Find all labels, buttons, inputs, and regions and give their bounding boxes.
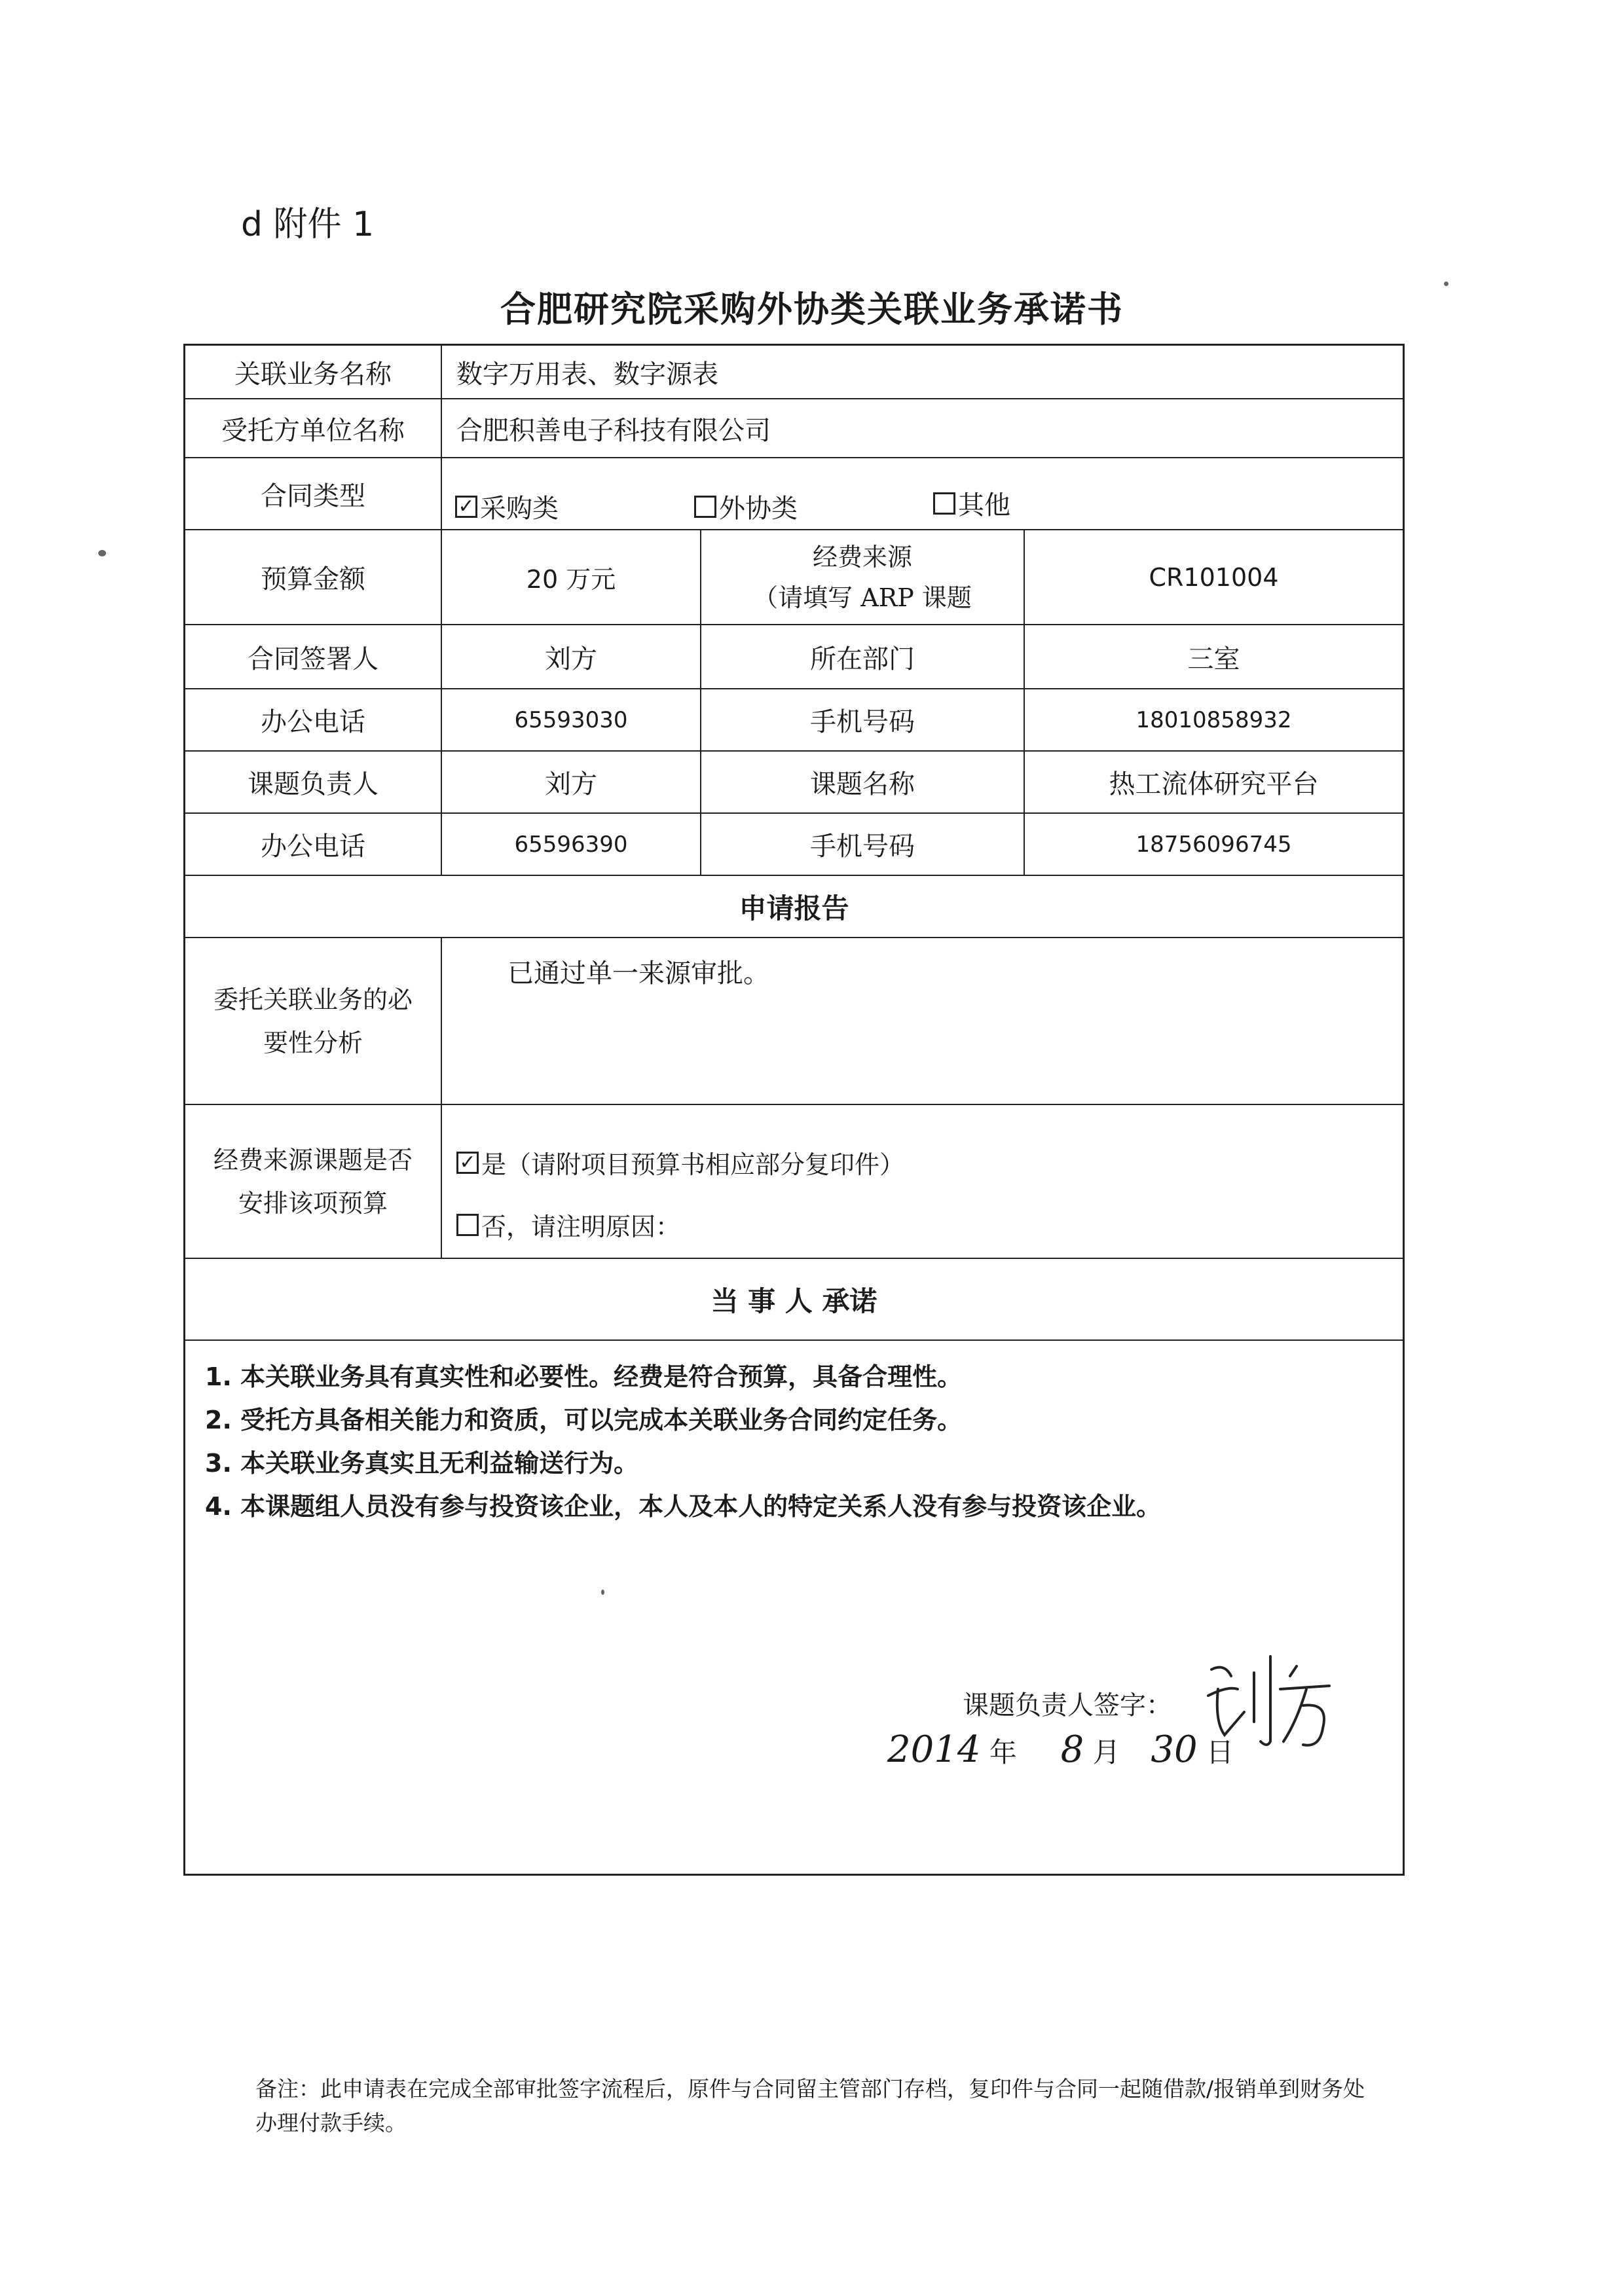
signature-date	[887, 1728, 1234, 1771]
department-value: 三室	[1187, 644, 1240, 674]
commitment-body	[185, 1341, 1403, 1874]
signature-label: 课题负责人签字：	[963, 1690, 1172, 1721]
commitment-item: 1. 本关联业务具有真实性和必要性。经费是符合预算，具备合理性。	[205, 1362, 963, 1391]
unchecked-checkbox-icon[interactable]	[933, 492, 955, 515]
report-header-row	[185, 876, 1403, 938]
entrusted-unit-label: 受托方单位名称	[185, 399, 442, 457]
business-name-row	[185, 346, 1403, 399]
scan-speck	[98, 550, 106, 556]
office-phone-row-1	[185, 689, 1403, 752]
scan-speck	[601, 1590, 604, 1595]
necessity-text: 已通过单一来源审批。	[507, 958, 769, 989]
funding-source-label-line2: （请填写 ARP 课题	[753, 583, 972, 612]
signer-label: 合同签署人	[185, 625, 442, 688]
report-header: 申请报告	[739, 892, 849, 924]
option-yes-label: 是（请附项目预算书相应部分复印件）	[481, 1150, 905, 1179]
principal-investigator-label: 课题负责人	[185, 752, 442, 812]
option-label: 其他	[958, 490, 1010, 520]
mobile-value: 18756096745	[1135, 831, 1292, 858]
contract-type-option-other[interactable]	[933, 484, 1010, 522]
date-day: 30	[1151, 1728, 1198, 1771]
date-year: 2014	[887, 1728, 981, 1771]
contract-type-label: 合同类型	[185, 458, 442, 529]
unchecked-checkbox-icon[interactable]	[694, 496, 716, 518]
commitment-header-row	[185, 1259, 1403, 1341]
checked-checkbox-icon[interactable]: ✓	[455, 496, 477, 518]
commitment-list	[205, 1355, 1390, 1528]
signer-row	[185, 625, 1403, 689]
commitment-item: 2. 受托方具备相关能力和资质，可以完成本关联业务合同约定任务。	[205, 1406, 963, 1434]
option-yes[interactable]	[456, 1144, 904, 1180]
office-phone-label: 办公电话	[185, 689, 442, 750]
mobile-label: 手机号码	[701, 814, 1025, 875]
entrusted-unit-value: 合肥积善电子科技有限公司	[456, 415, 771, 446]
principal-investigator-row	[185, 752, 1403, 814]
office-phone-value: 65596390	[442, 814, 701, 875]
funding-source-label	[701, 530, 1025, 624]
necessity-content	[442, 938, 1403, 1104]
commitment-form	[183, 344, 1405, 1876]
commitment-header: 当 事 人 承诺	[710, 1285, 877, 1317]
budget-question-row	[185, 1105, 1403, 1259]
necessity-label: 委托关联业务的必 要性分析	[185, 938, 442, 1104]
checked-checkbox-icon[interactable]: ✓	[456, 1152, 479, 1174]
signer-value: 刘方	[442, 625, 701, 688]
entrusted-unit-row	[185, 399, 1403, 458]
contract-type-options	[442, 458, 1403, 529]
principal-investigator-value: 刘方	[442, 752, 701, 812]
business-name-value: 数字万用表、数字源表	[456, 359, 718, 390]
department-label: 所在部门	[701, 625, 1025, 688]
scan-speck	[1444, 282, 1449, 286]
budget-question-label: 经费来源课题是否 安排该项预算	[185, 1105, 442, 1258]
business-name-label: 关联业务名称	[185, 346, 442, 398]
document-title: 合肥研究院采购外协类关联业务承诺书	[500, 289, 1124, 330]
commitment-item: 3. 本关联业务真实且无利益输送行为。	[205, 1449, 639, 1478]
mobile-label: 手机号码	[701, 689, 1025, 750]
office-phone-value: 65593030	[442, 689, 701, 750]
funding-source-label-line1: 经费来源	[812, 542, 912, 572]
option-no-label: 否，请注明原因：	[481, 1212, 681, 1241]
date-month: 8	[1060, 1728, 1084, 1771]
budget-row	[185, 530, 1403, 625]
budget-label: 预算金额	[185, 530, 442, 624]
necessity-row	[185, 938, 1403, 1105]
budget-question-options	[442, 1105, 1403, 1258]
option-no[interactable]	[456, 1207, 680, 1243]
contract-type-option-outsourcing[interactable]	[694, 488, 798, 525]
project-name-value: 热工流体研究平台	[1109, 769, 1319, 799]
commitment-item: 4. 本课题组人员没有参与投资该企业，本人及本人的特定关系人没有参与投资该企业。	[205, 1492, 1162, 1521]
date-month-unit: 月	[1092, 1736, 1120, 1768]
budget-amount: 20 万元	[526, 565, 616, 594]
footnote: 备注：此申请表在完成全部审批签字流程后，原件与合同留主管部门存档，复印件与合同一起随借款/报销单到财务处办理付款手续。	[255, 2076, 1365, 2136]
contract-type-option-procurement[interactable]	[455, 488, 559, 525]
funding-source-value: CR101004	[1149, 562, 1279, 592]
office-phone-row-2	[185, 814, 1403, 876]
mobile-value: 18010858932	[1135, 706, 1292, 733]
budget-value	[442, 530, 701, 624]
option-label: 外协类	[719, 494, 798, 524]
office-phone-label: 办公电话	[185, 814, 442, 875]
unchecked-checkbox-icon[interactable]	[456, 1214, 479, 1236]
attachment-label: d 附件 1	[241, 205, 375, 244]
project-name-label: 课题名称	[701, 752, 1025, 812]
option-label: 采购类	[480, 494, 559, 524]
date-day-unit: 日	[1206, 1736, 1234, 1768]
date-year-unit: 年	[989, 1736, 1017, 1768]
contract-type-row	[185, 458, 1403, 530]
